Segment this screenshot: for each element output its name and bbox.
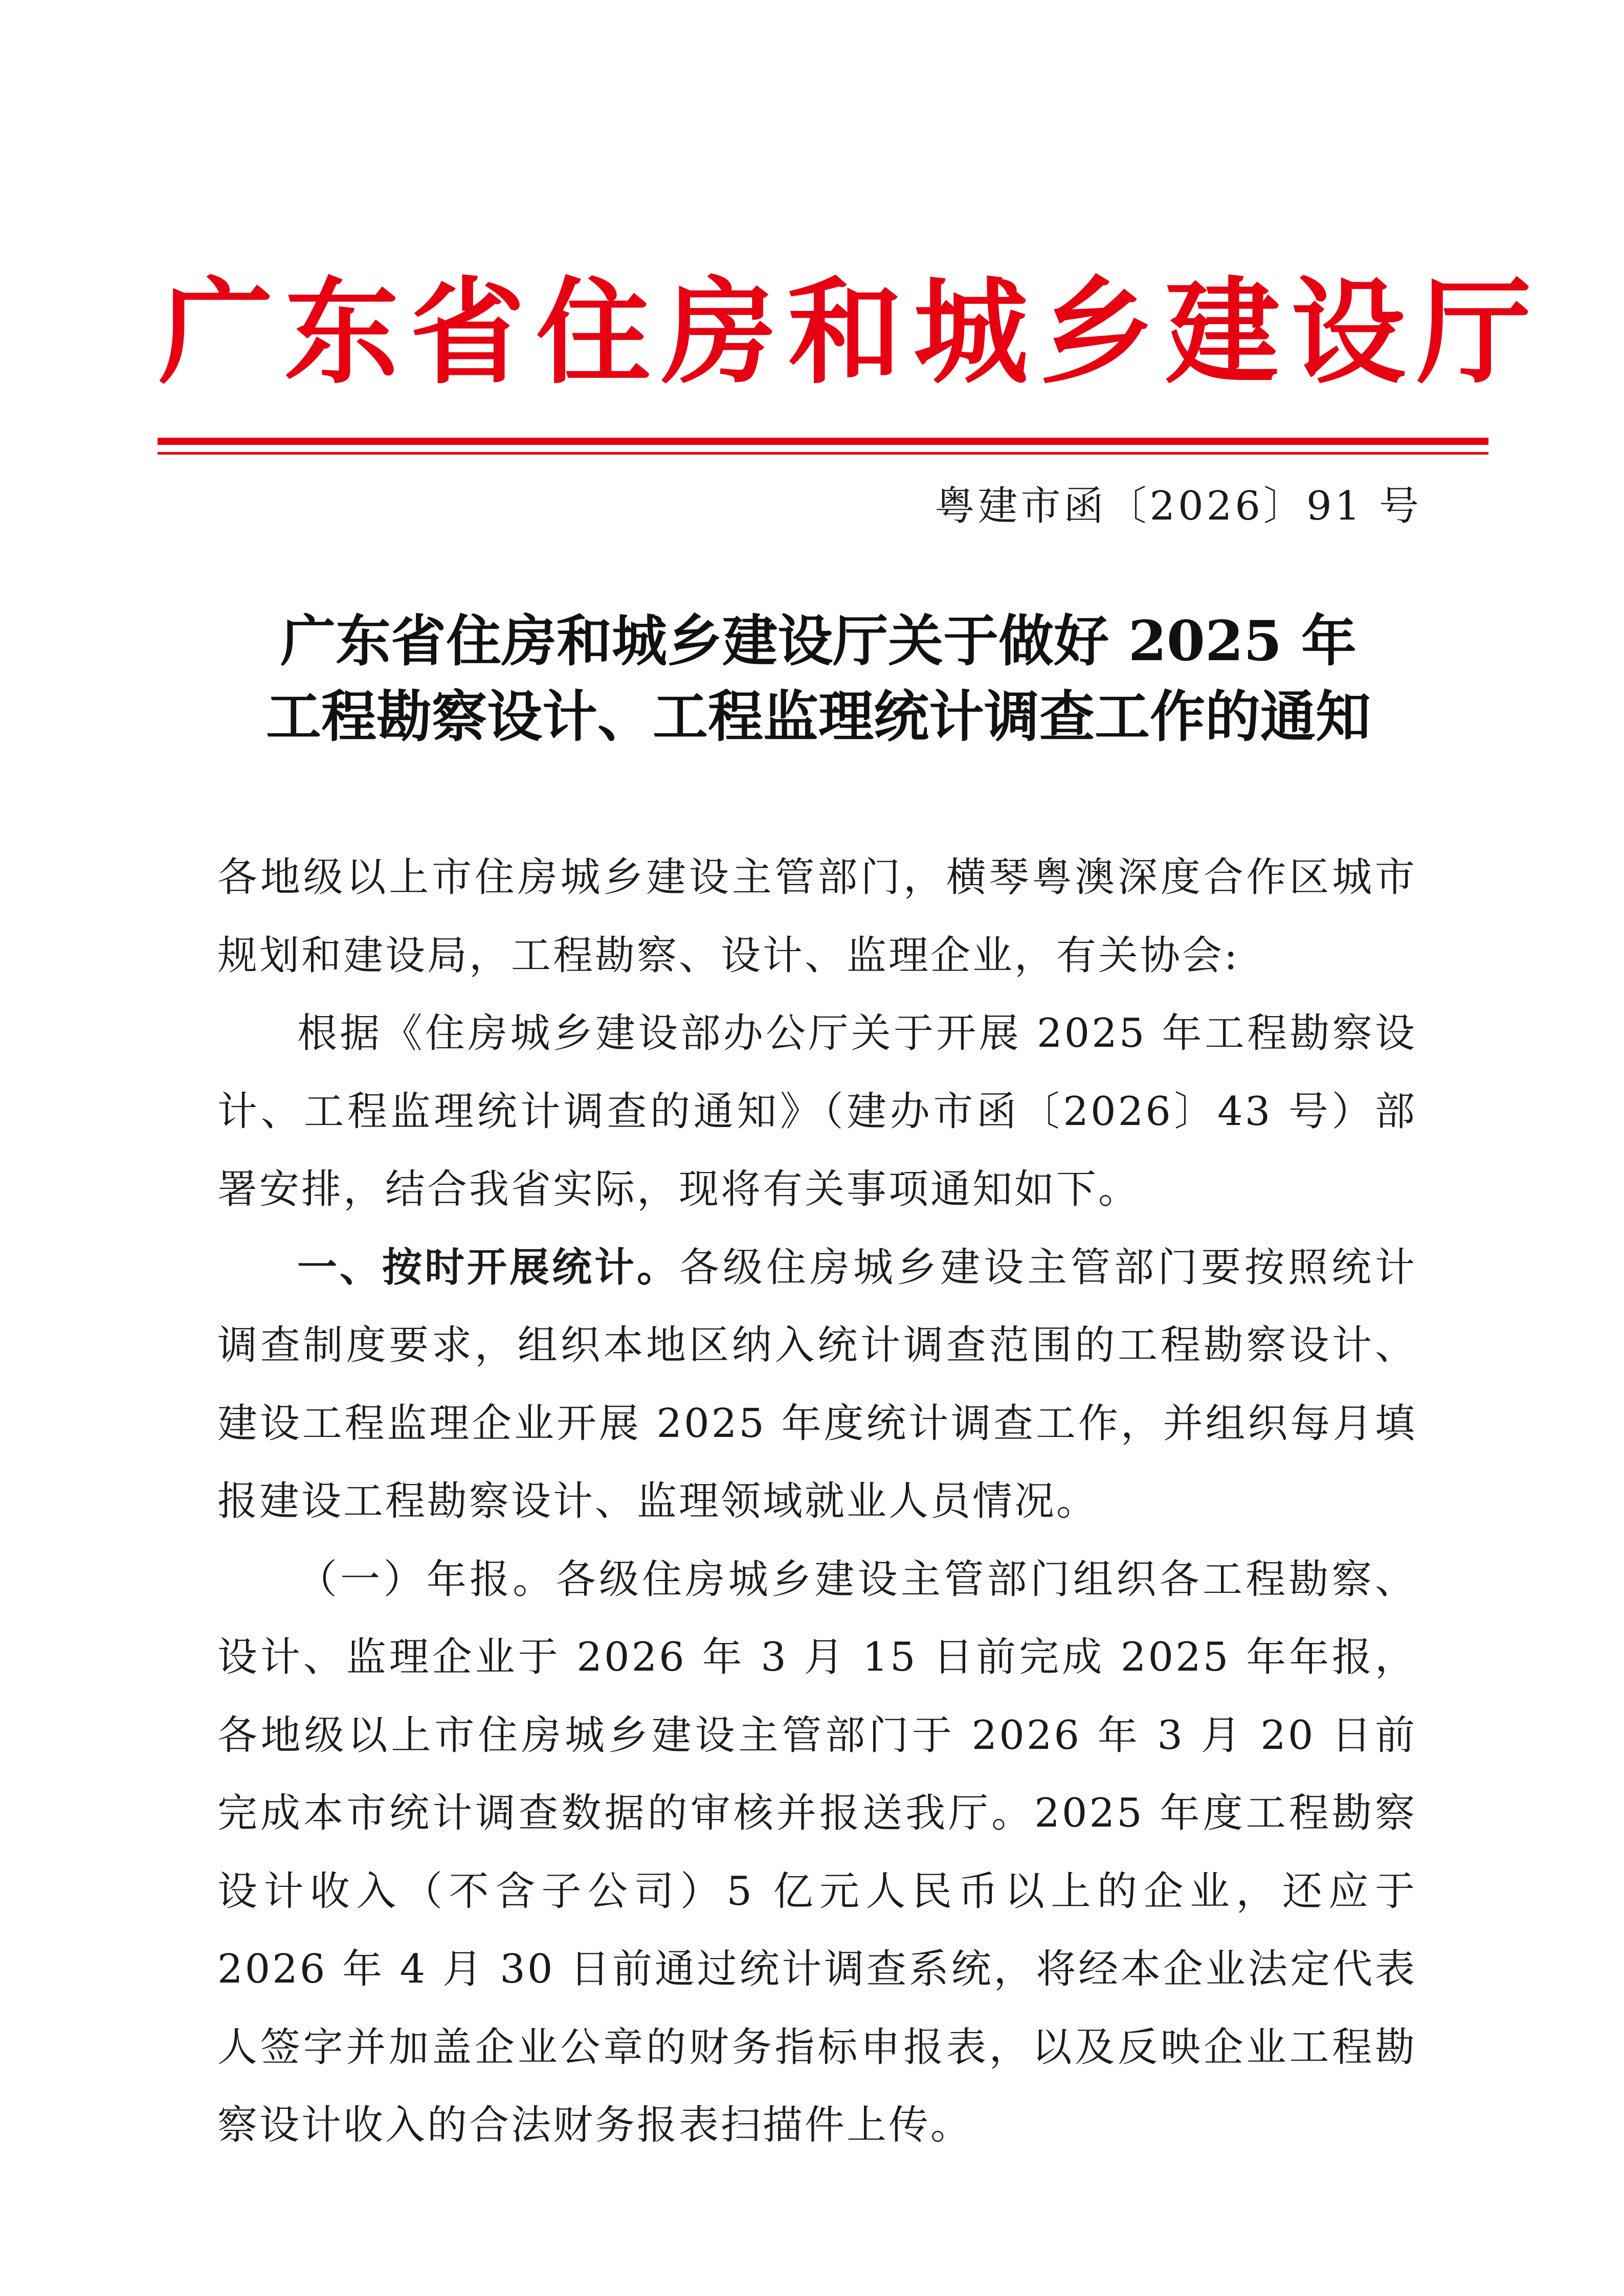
subsection-1-heading: （一）年报。 <box>297 1556 556 1603</box>
subsection-1-text: 各级住房城乡建设主管部门组织各工程勘察、设计、监理企业于 2026 年 3 月 15 日前完成 2025 年年报，各地级以上市住房城乡建设主管部门于 2026 年 3 月 20 日前完成本市统计调查数据的审核并报送我厅。2025 年度工程勘察设计收入（不含子公司）5 亿元人民币以上的企业，还应于 2026 年 4 月 30 日前通过统计调查系统，将经本企业法定代表人签字并加盖企业公章的财务指标申报表，以及反映企业工程勘察设计收入的合法财务报表扫描件上传。 <box>217 1556 1417 2148</box>
document-title-line-1: 广东省住房和城乡建设厅关于做好 2025 年 <box>280 609 1356 673</box>
letterhead-red-rule-thin <box>158 452 1488 455</box>
subsection-1-paragraph <box>217 1541 1417 2165</box>
document-title <box>159 603 1478 755</box>
letterhead-red-rule-thick <box>158 438 1488 445</box>
document-title-line-2: 工程勘察设计、工程监理统计调查工作的通知 <box>265 685 1371 749</box>
intro-paragraph: 根据《住房城乡建设部办公厅关于开展 2025 年工程勘察设计、工程监理统计调查的通知》（建办市函〔2026〕43 号）部署安排，结合我省实际，现将有关事项通知如下。 <box>217 1010 1417 1212</box>
document-number: 粤建市函〔2026〕91 号 <box>935 483 1422 529</box>
section-1-text: 各级住房城乡建设主管部门要按照统计调查制度要求，组织本地区纳入统计调查范围的工程勘察设计、建设工程监理企业开展 2025 年度统计调查工作，并组织每月填报建设工程勘察设计、监理领域就业人员情况。 <box>217 1244 1417 1524</box>
document-body <box>217 839 1417 2165</box>
section-1-paragraph <box>217 1229 1417 1541</box>
letterhead-title: 广东省住房和城乡建设厅 <box>159 265 1543 399</box>
salutation-paragraph: 各地级以上市住房城乡建设主管部门，横琴粤澳深度合作区城市规划和建设局，工程勘察、设计、监理企业，有关协会: <box>217 854 1417 979</box>
section-1-heading: 一、按时开展统计。 <box>297 1244 679 1291</box>
